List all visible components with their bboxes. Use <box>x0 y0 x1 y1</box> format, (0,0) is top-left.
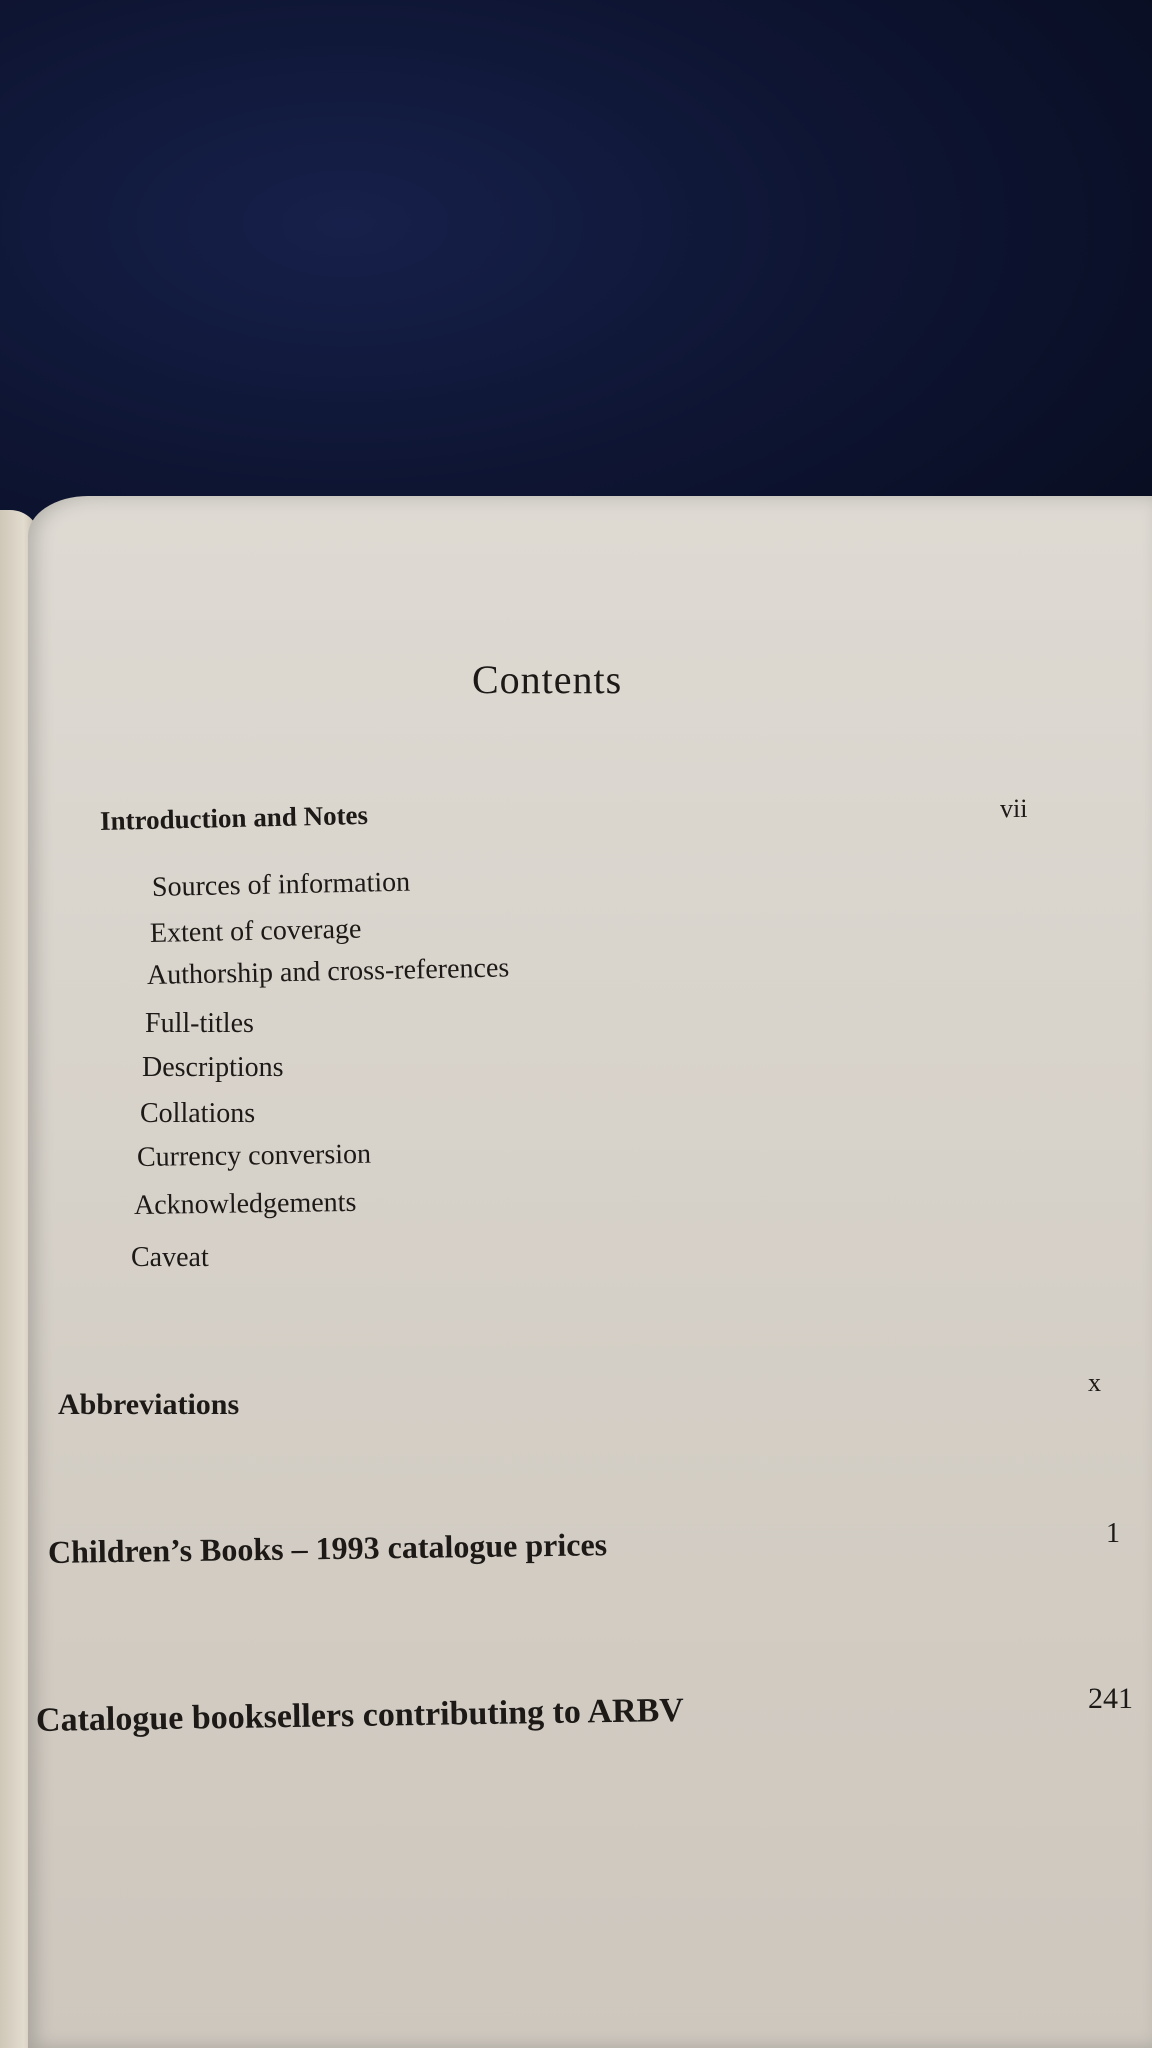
section-childrens-books: Children’s Books – 1993 catalogue prices <box>47 1526 608 1570</box>
subsection-item: Acknowledgements <box>133 1186 357 1221</box>
subsection-item: Sources of information <box>151 866 411 903</box>
section-catalogue-booksellers: Catalogue booksellers contributing to ARBV <box>35 1691 685 1739</box>
page-number-introduction: vii <box>1000 794 1028 823</box>
subsection-item: Extent of coverage <box>149 913 362 949</box>
section-abbreviations: Abbreviations <box>58 1388 240 1421</box>
page-number-catalogue-booksellers: 241 <box>1088 1682 1133 1715</box>
subsection-item: Currency conversion <box>136 1138 372 1173</box>
page-number-childrens-books: 1 <box>1106 1518 1120 1549</box>
section-introduction-and-notes: Introduction and Notes <box>99 799 369 836</box>
subsection-item: Collations <box>140 1098 256 1129</box>
subsection-item: Caveat <box>131 1242 209 1273</box>
subsection-item: Descriptions <box>142 1052 284 1083</box>
subsection-item: Authorship and cross-references <box>146 952 510 991</box>
page-title: Contents <box>472 657 623 702</box>
page-number-abbreviations: x <box>1088 1368 1101 1397</box>
subsection-item: Full-titles <box>145 1008 254 1039</box>
